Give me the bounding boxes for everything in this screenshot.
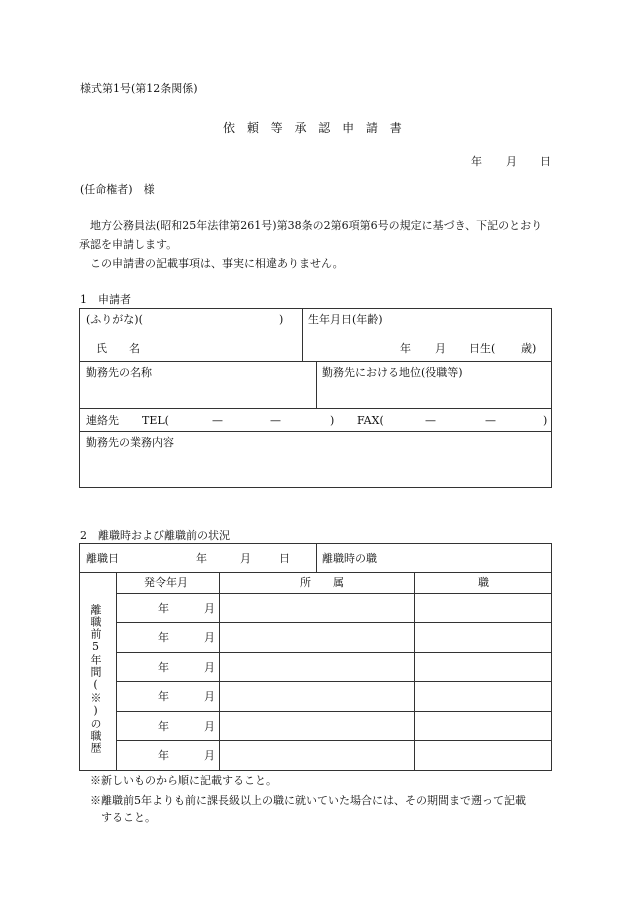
business-label: 勤務先の業務内容 bbox=[86, 436, 174, 449]
history-row-1-month: 月 bbox=[204, 602, 215, 615]
history-table bbox=[79, 543, 552, 771]
intro-line-2: 承認を申請します。 bbox=[79, 238, 178, 251]
section2-heading: 2 離職時および離職前の状況 bbox=[80, 529, 230, 542]
history-top-col-divider bbox=[316, 544, 317, 572]
birth-day: 日生( bbox=[469, 342, 496, 355]
col-position-header: 職 bbox=[478, 576, 489, 589]
retire-date-label: 離職日 bbox=[86, 552, 119, 565]
fax-dash-1: — bbox=[425, 414, 436, 427]
date-day-label: 日 bbox=[540, 155, 551, 168]
birth-label: 生年月日(年齢) bbox=[308, 313, 383, 326]
birth-year: 年 bbox=[400, 342, 411, 355]
history-row-1-year: 年 bbox=[158, 602, 169, 615]
retire-month: 月 bbox=[240, 552, 251, 565]
history-row-divider-3 bbox=[116, 681, 551, 682]
note-2-line-2: すること。 bbox=[101, 811, 156, 824]
applicant-col-divider-1 bbox=[302, 309, 303, 361]
retire-day: 日 bbox=[279, 552, 290, 565]
history-row-6-month: 月 bbox=[204, 749, 215, 762]
note-2-line-1: ※離職前5年よりも前に課長級以上の職に就いていた場合には、その期間まで遡って記載 bbox=[90, 794, 526, 807]
intro-line-3: この申請書の記載事項は、事実に相違ありません。 bbox=[90, 257, 344, 270]
history-row-5-year: 年 bbox=[158, 720, 169, 733]
history-row-5-month: 月 bbox=[204, 720, 215, 733]
birth-month: 月 bbox=[435, 342, 446, 355]
applicant-table bbox=[79, 308, 552, 488]
history-row-2-month: 月 bbox=[204, 631, 215, 644]
history-row-2-year: 年 bbox=[158, 631, 169, 644]
history-top-divider bbox=[80, 572, 551, 573]
position-label: 勤務先における地位(役職等) bbox=[322, 366, 463, 379]
section1-heading: 1 申請者 bbox=[80, 293, 131, 306]
col-date-header: 発令年月 bbox=[144, 576, 188, 589]
tel-dash-1: — bbox=[212, 414, 223, 427]
date-month-label: 月 bbox=[506, 155, 517, 168]
retire-position-label: 離職時の職 bbox=[322, 552, 377, 565]
retire-year: 年 bbox=[196, 552, 207, 565]
contact-label: 連絡先 bbox=[86, 414, 119, 427]
intro-line-1: 地方公務員法(昭和25年法律第261号)第38条の2第6項第6号の規定に基づき、下記のとおり bbox=[90, 219, 543, 232]
fax-close: ) bbox=[543, 414, 548, 427]
col-affiliation-header: 所 属 bbox=[300, 576, 344, 589]
history-row-4-year: 年 bbox=[158, 690, 169, 703]
fax-label: FAX( bbox=[357, 414, 384, 427]
form-number: 様式第1号(第12条関係) bbox=[80, 82, 198, 95]
tel-label: TEL( bbox=[142, 414, 169, 427]
history-header-divider bbox=[116, 593, 551, 594]
history-side-label: 離職前5年間(※)の職歴 bbox=[89, 604, 102, 754]
history-row-6-year: 年 bbox=[158, 749, 169, 762]
page-title: 依 頼 等 承 認 申 請 書 bbox=[223, 121, 406, 135]
furigana-label: (ふりがな)( bbox=[86, 313, 143, 326]
employer-label: 勤務先の名称 bbox=[86, 366, 152, 379]
furigana-close: ) bbox=[279, 313, 284, 326]
history-row-divider-2 bbox=[116, 652, 551, 653]
tel-dash-2: — bbox=[270, 414, 281, 427]
history-row-divider-1 bbox=[116, 622, 551, 623]
addressee: (任命権者) 様 bbox=[80, 183, 155, 196]
note-1: ※新しいものから順に記載すること。 bbox=[90, 774, 277, 787]
date-year-label: 年 bbox=[471, 155, 482, 168]
applicant-row-divider-2 bbox=[80, 408, 551, 409]
birth-age: 歳) bbox=[521, 342, 537, 355]
tel-close: ) bbox=[330, 414, 335, 427]
fax-dash-2: — bbox=[485, 414, 496, 427]
history-row-divider-5 bbox=[116, 740, 551, 741]
name-label: 氏 名 bbox=[96, 342, 140, 355]
history-row-divider-4 bbox=[116, 711, 551, 712]
applicant-col-divider-2 bbox=[316, 361, 317, 408]
applicant-row-divider-3 bbox=[80, 431, 551, 432]
history-row-4-month: 月 bbox=[204, 690, 215, 703]
history-row-3-year: 年 bbox=[158, 661, 169, 674]
history-row-3-month: 月 bbox=[204, 661, 215, 674]
